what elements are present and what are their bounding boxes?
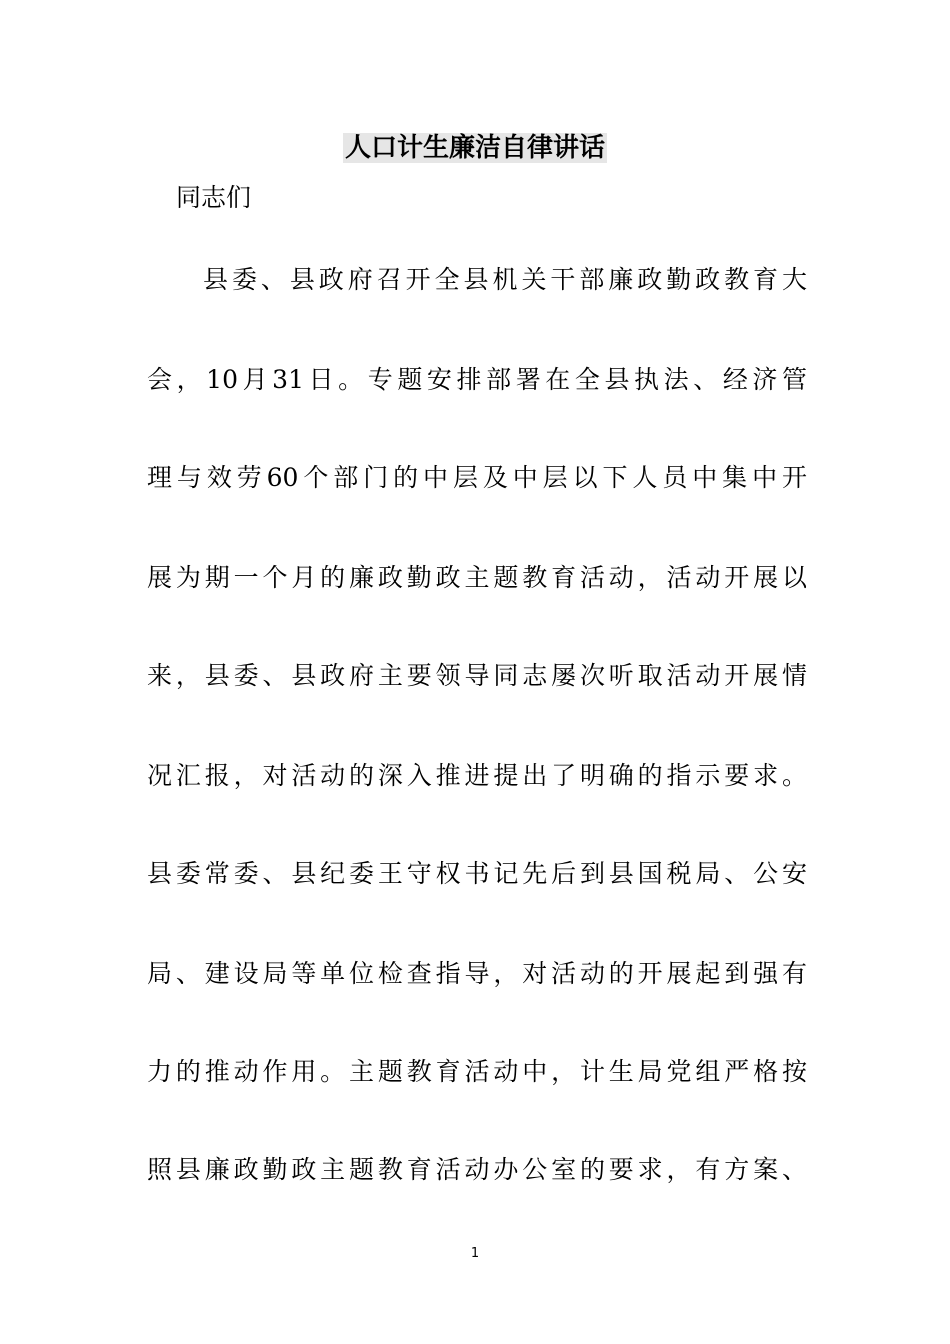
paragraph-line: 县委、县政府召开全县机关干部廉政勤政教育大 xyxy=(203,265,807,294)
paragraph-line: 会，10月31日。专题安排部署在全县执法、经济管 xyxy=(147,365,807,394)
paragraph-line: 局、建设局等单位检查指导，对活动的开展起到强有 xyxy=(147,959,807,988)
salutation: 同志们 xyxy=(176,183,252,212)
page-number: 1 xyxy=(470,1246,480,1261)
paragraph-line: 展为期一个月的廉政勤政主题教育活动，活动开展以 xyxy=(147,563,807,592)
paragraph-line: 况汇报，对活动的深入推进提出了明确的指示要求。 xyxy=(147,761,807,790)
page-title xyxy=(0,128,950,168)
paragraph-line: 县委常委、县纪委王守权书记先后到县国税局、公安 xyxy=(147,859,807,888)
paragraph-line: 理与效劳60个部门的中层及中层以下人员中集中开 xyxy=(147,463,807,492)
paragraph-line: 照县廉政勤政主题教育活动办公室的要求，有方案、 xyxy=(147,1155,807,1184)
paragraph-line: 来，县委、县政府主要领导同志屡次听取活动开展情 xyxy=(147,661,807,690)
paragraph-line: 力的推动作用。主题教育活动中，计生局党组严格按 xyxy=(147,1057,807,1086)
page-title-text: 人口计生廉洁自律讲话 xyxy=(344,133,605,163)
